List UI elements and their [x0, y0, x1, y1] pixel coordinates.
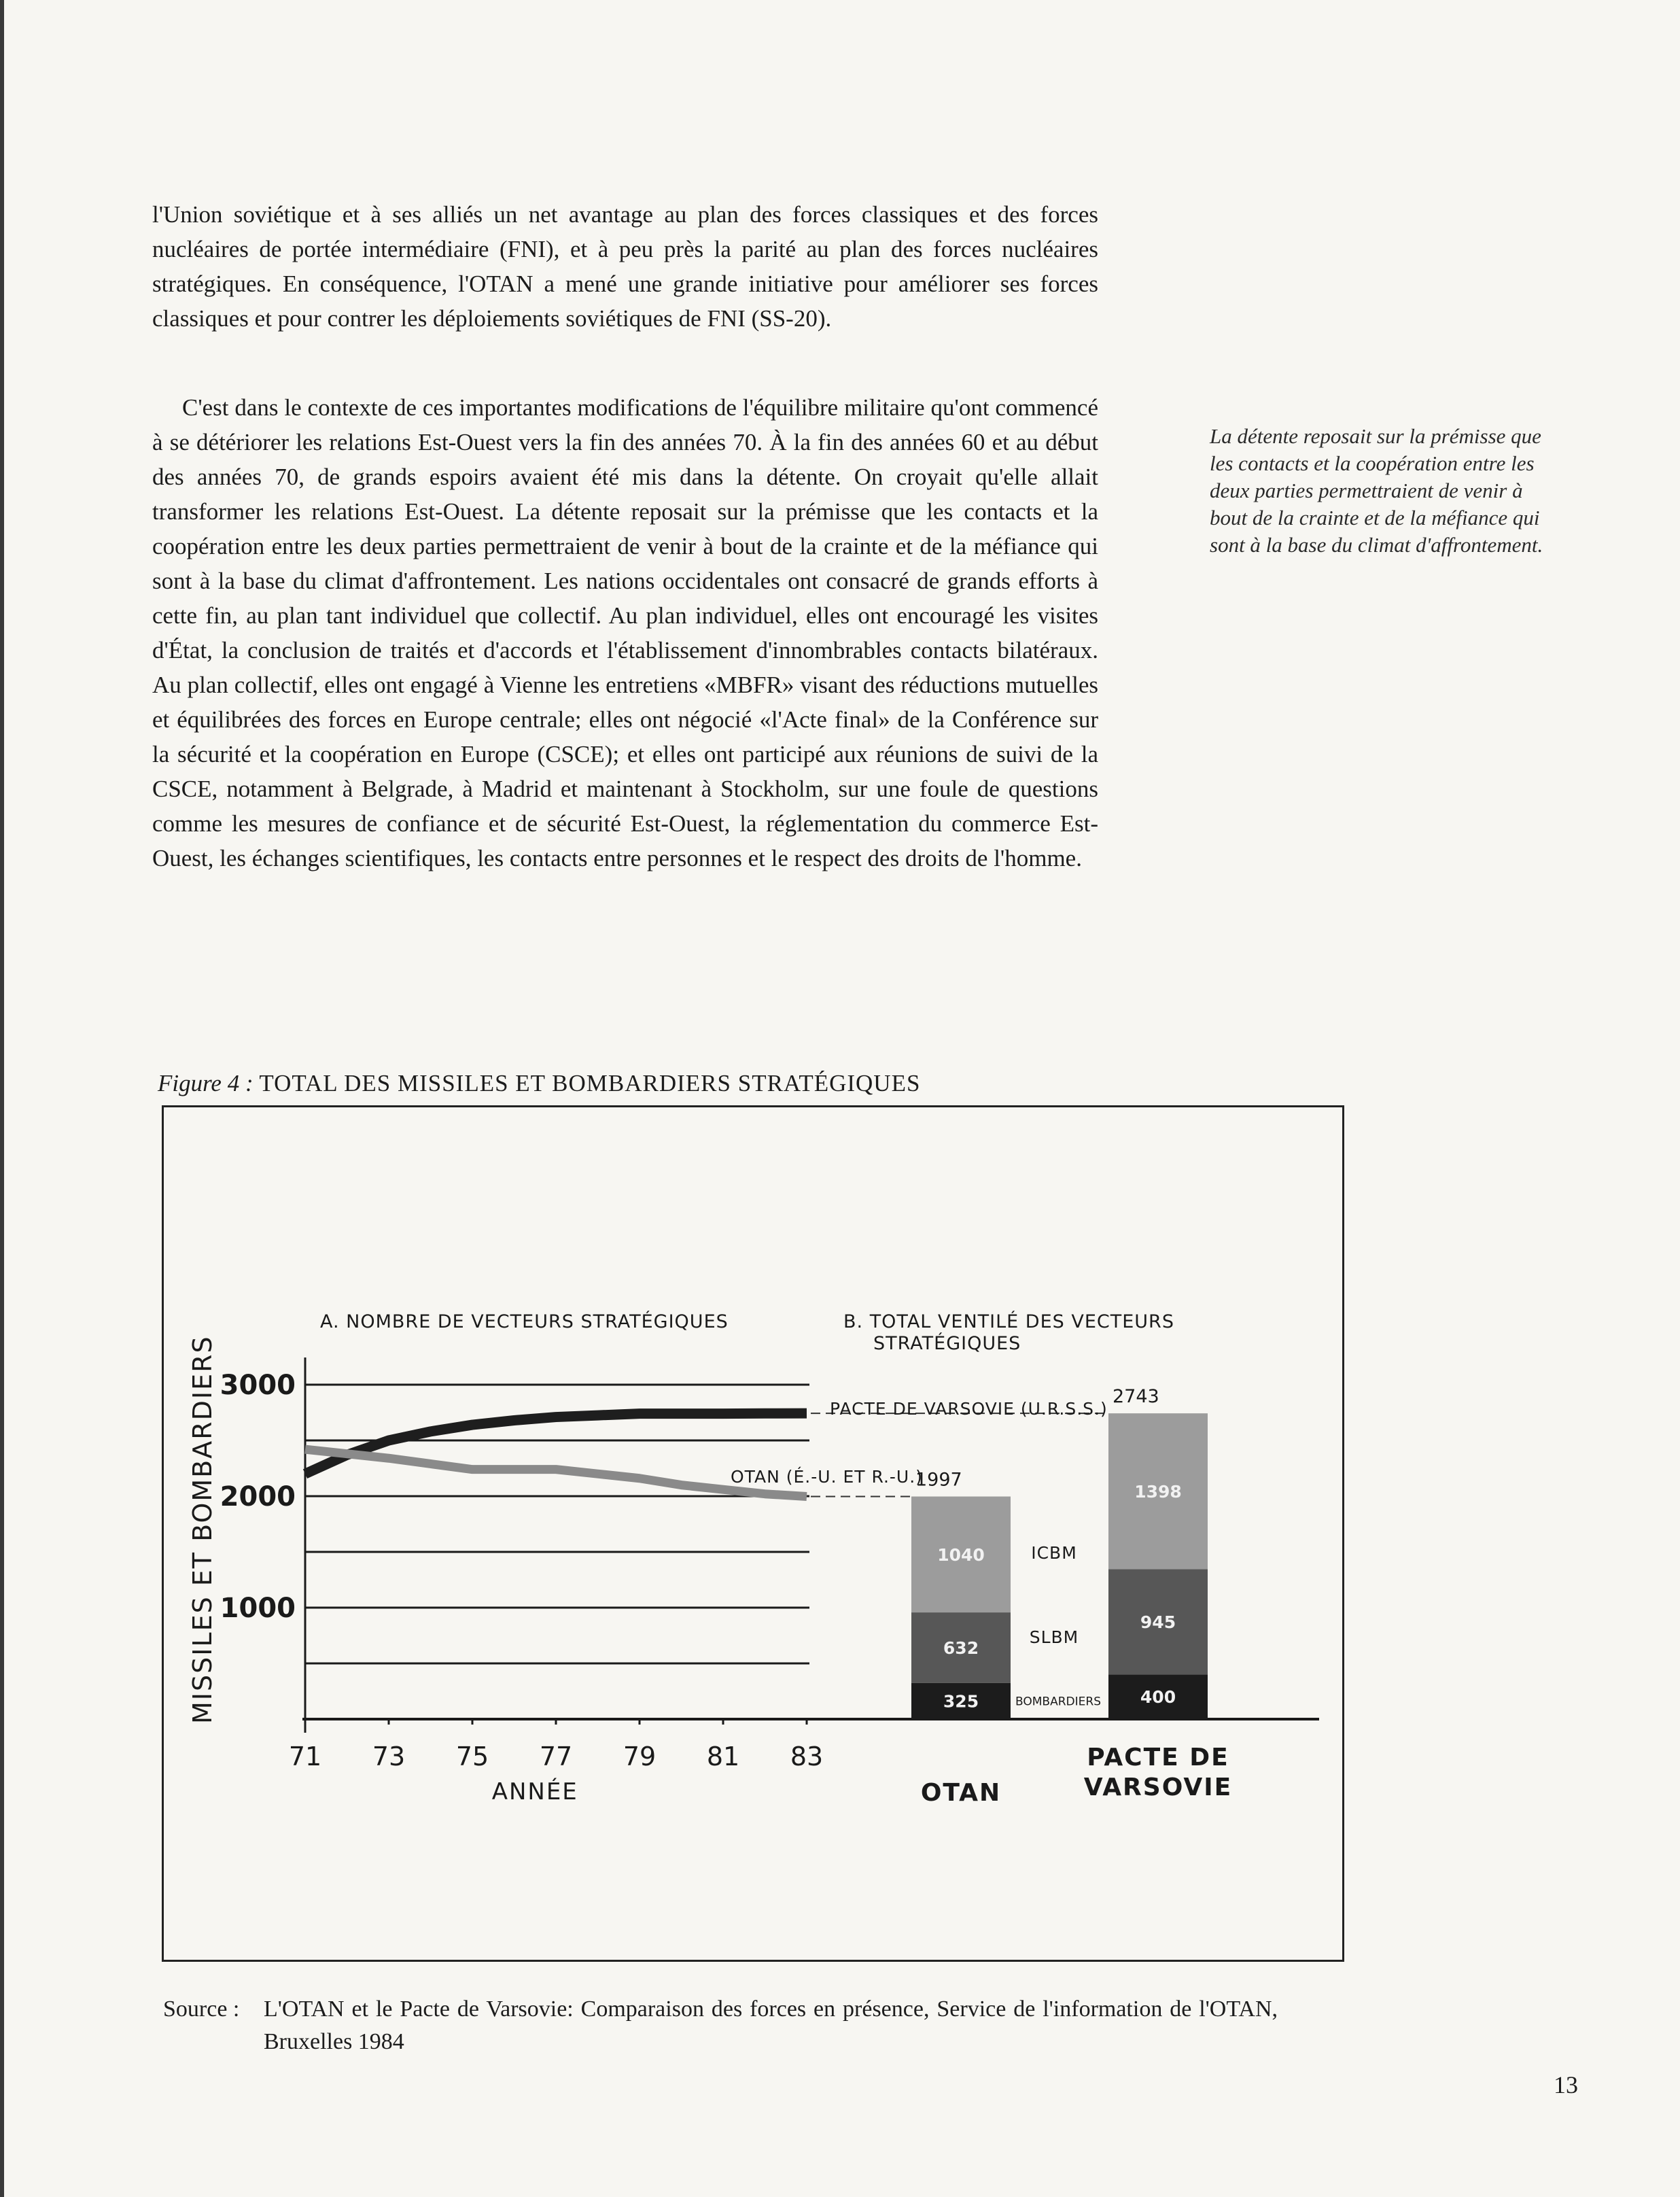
series-label-warsaw-pact: PACTE DE VARSOVIE (U.R.S.S.): [830, 1399, 1108, 1419]
stack-label-icbm: ICBM: [1031, 1542, 1077, 1563]
figure-label: Figure 4 :: [158, 1070, 253, 1096]
x-tick-label: 73: [372, 1742, 406, 1771]
paragraph-text: l'Union soviétique et à ses alliés un net avantage au plan des forces classiques et des forces nucléaires de portée intermédiaire (FNI), et à peu près la parité au plan des forces nucléaires stratégiques. En conséquence, l'OTAN a mené une grande initiative pour améliorer ses forces classiques et pour contrer les déploiements soviétiques de FNI (SS-20).: [152, 201, 1098, 332]
x-tick-label: 77: [539, 1742, 573, 1771]
y-tick-label: 1000: [220, 1593, 296, 1624]
x-tick-label: 71: [288, 1742, 322, 1771]
margin-note: La détente reposait sur la prémisse que les contacts et la coopération entre les deux parties permettraient de venir à bout de la crainte et de la méfiance qui sont à la base du climat d'affrontement.: [1210, 424, 1543, 557]
bar-value-label: 1040: [937, 1544, 985, 1565]
paragraph-text: C'est dans le contexte de ces importantes modifications de l'équilibre militaire qu'ont commencé à se détériorer les relations Est-Ouest vers la fin des années 70. À la fin des années 60 et au début des années 70, de grands espoirs avaient été mis dans la détente. On croyait qu'elle allait transformer les relations Est-Ouest. La détente reposait sur la prémisse que les contacts et la coopération entre les deux parties permettraient de venir à bout de la crainte et de la méfiance qui sont à la base du climat d'affrontement. Les nations occidentales ont consacré de grands efforts à cette fin, au plan tant individuel que collectif. Au plan individuel, elles ont encouragé les visites d'État, la conclusion de traités et d'accords et l'établissement d'innombrables contacts bilatéraux. Au plan collectif, elles ont engagé à Vienne les entretiens «MBFR» visant des réductions mutuelles et équilibrées des forces en Europe centrale; elles ont négocié «l'Acte final» de la Conférence sur la sécurité et la coopération en Europe (CSCE); et elles ont participé aux réunions de suivi de la CSCE, notamment à Belgrade, à Madrid et maintenant à Stockholm, sur une foule de questions comme les mesures de confiance et de sécurité Est-Ouest, la réglementation du commerce Est-Ouest, les échanges scientifiques, les contacts entre personnes et le respect des droits de l'homme.: [152, 394, 1098, 871]
source-text: L'OTAN et le Pacte de Varsovie: Comparaison des forces en présence, Service de l'information de l'OTAN, Bruxelles 1984: [264, 1996, 1278, 2054]
panel-a-title: A. NOMBRE DE VECTEURS STRATÉGIQUES: [320, 1311, 729, 1332]
bar-category-label-pacte-line2: VARSOVIE: [1083, 1774, 1233, 1801]
x-tick-label: 79: [623, 1742, 657, 1771]
x-tick-label: 75: [455, 1742, 489, 1771]
stack-label-bombardiers: BOMBARDIERS: [1015, 1695, 1101, 1709]
figure-frame: [162, 1105, 1344, 1962]
panel-b-title: B. TOTAL VENTILÉ DES VECTEURS: [843, 1311, 1174, 1332]
y-tick-label: 2000: [220, 1481, 296, 1512]
bar-total-label: 1997: [915, 1469, 962, 1491]
bar-value-label: 1398: [1134, 1481, 1182, 1502]
bar-category-label-pacte-line1: PACTE DE: [1087, 1744, 1229, 1771]
bar-value-label: 400: [1140, 1687, 1176, 1708]
bar-category-label-otan: OTAN: [920, 1779, 1002, 1807]
bar-value-label: 632: [943, 1638, 979, 1658]
series-label-nato: OTAN (É.-U. ET R.-U.): [731, 1467, 923, 1487]
series-line-warsaw-pact: [305, 1413, 807, 1474]
bar-total-label: 2743: [1113, 1386, 1159, 1408]
y-tick-label: 3000: [220, 1370, 296, 1401]
source-label: Source :: [163, 1996, 240, 2022]
panel-b-title-line2: STRATÉGIQUES: [873, 1333, 1021, 1354]
body-paragraph-1: [152, 197, 1098, 336]
page-edge-rule: [0, 0, 4, 2197]
bar-value-label: 325: [943, 1691, 979, 1712]
x-axis-label: ANNÉE: [491, 1778, 578, 1805]
page-number: 13: [1554, 2071, 1578, 2098]
body-paragraph-2: [152, 390, 1098, 876]
figure-caption: [158, 1070, 920, 1097]
y-axis-label: MISSILES ET BOMBARDIERS: [188, 1335, 217, 1725]
stack-label-slbm: SLBM: [1029, 1627, 1079, 1647]
source-citation: [163, 1993, 1278, 2058]
x-tick-label: 81: [706, 1742, 740, 1771]
chart-canvas: [164, 1107, 1342, 1960]
bar-value-label: 945: [1140, 1612, 1176, 1632]
x-tick-label: 83: [790, 1742, 824, 1771]
figure-title: TOTAL DES MISSILES ET BOMBARDIERS STRATÉGIQUES: [259, 1070, 921, 1096]
